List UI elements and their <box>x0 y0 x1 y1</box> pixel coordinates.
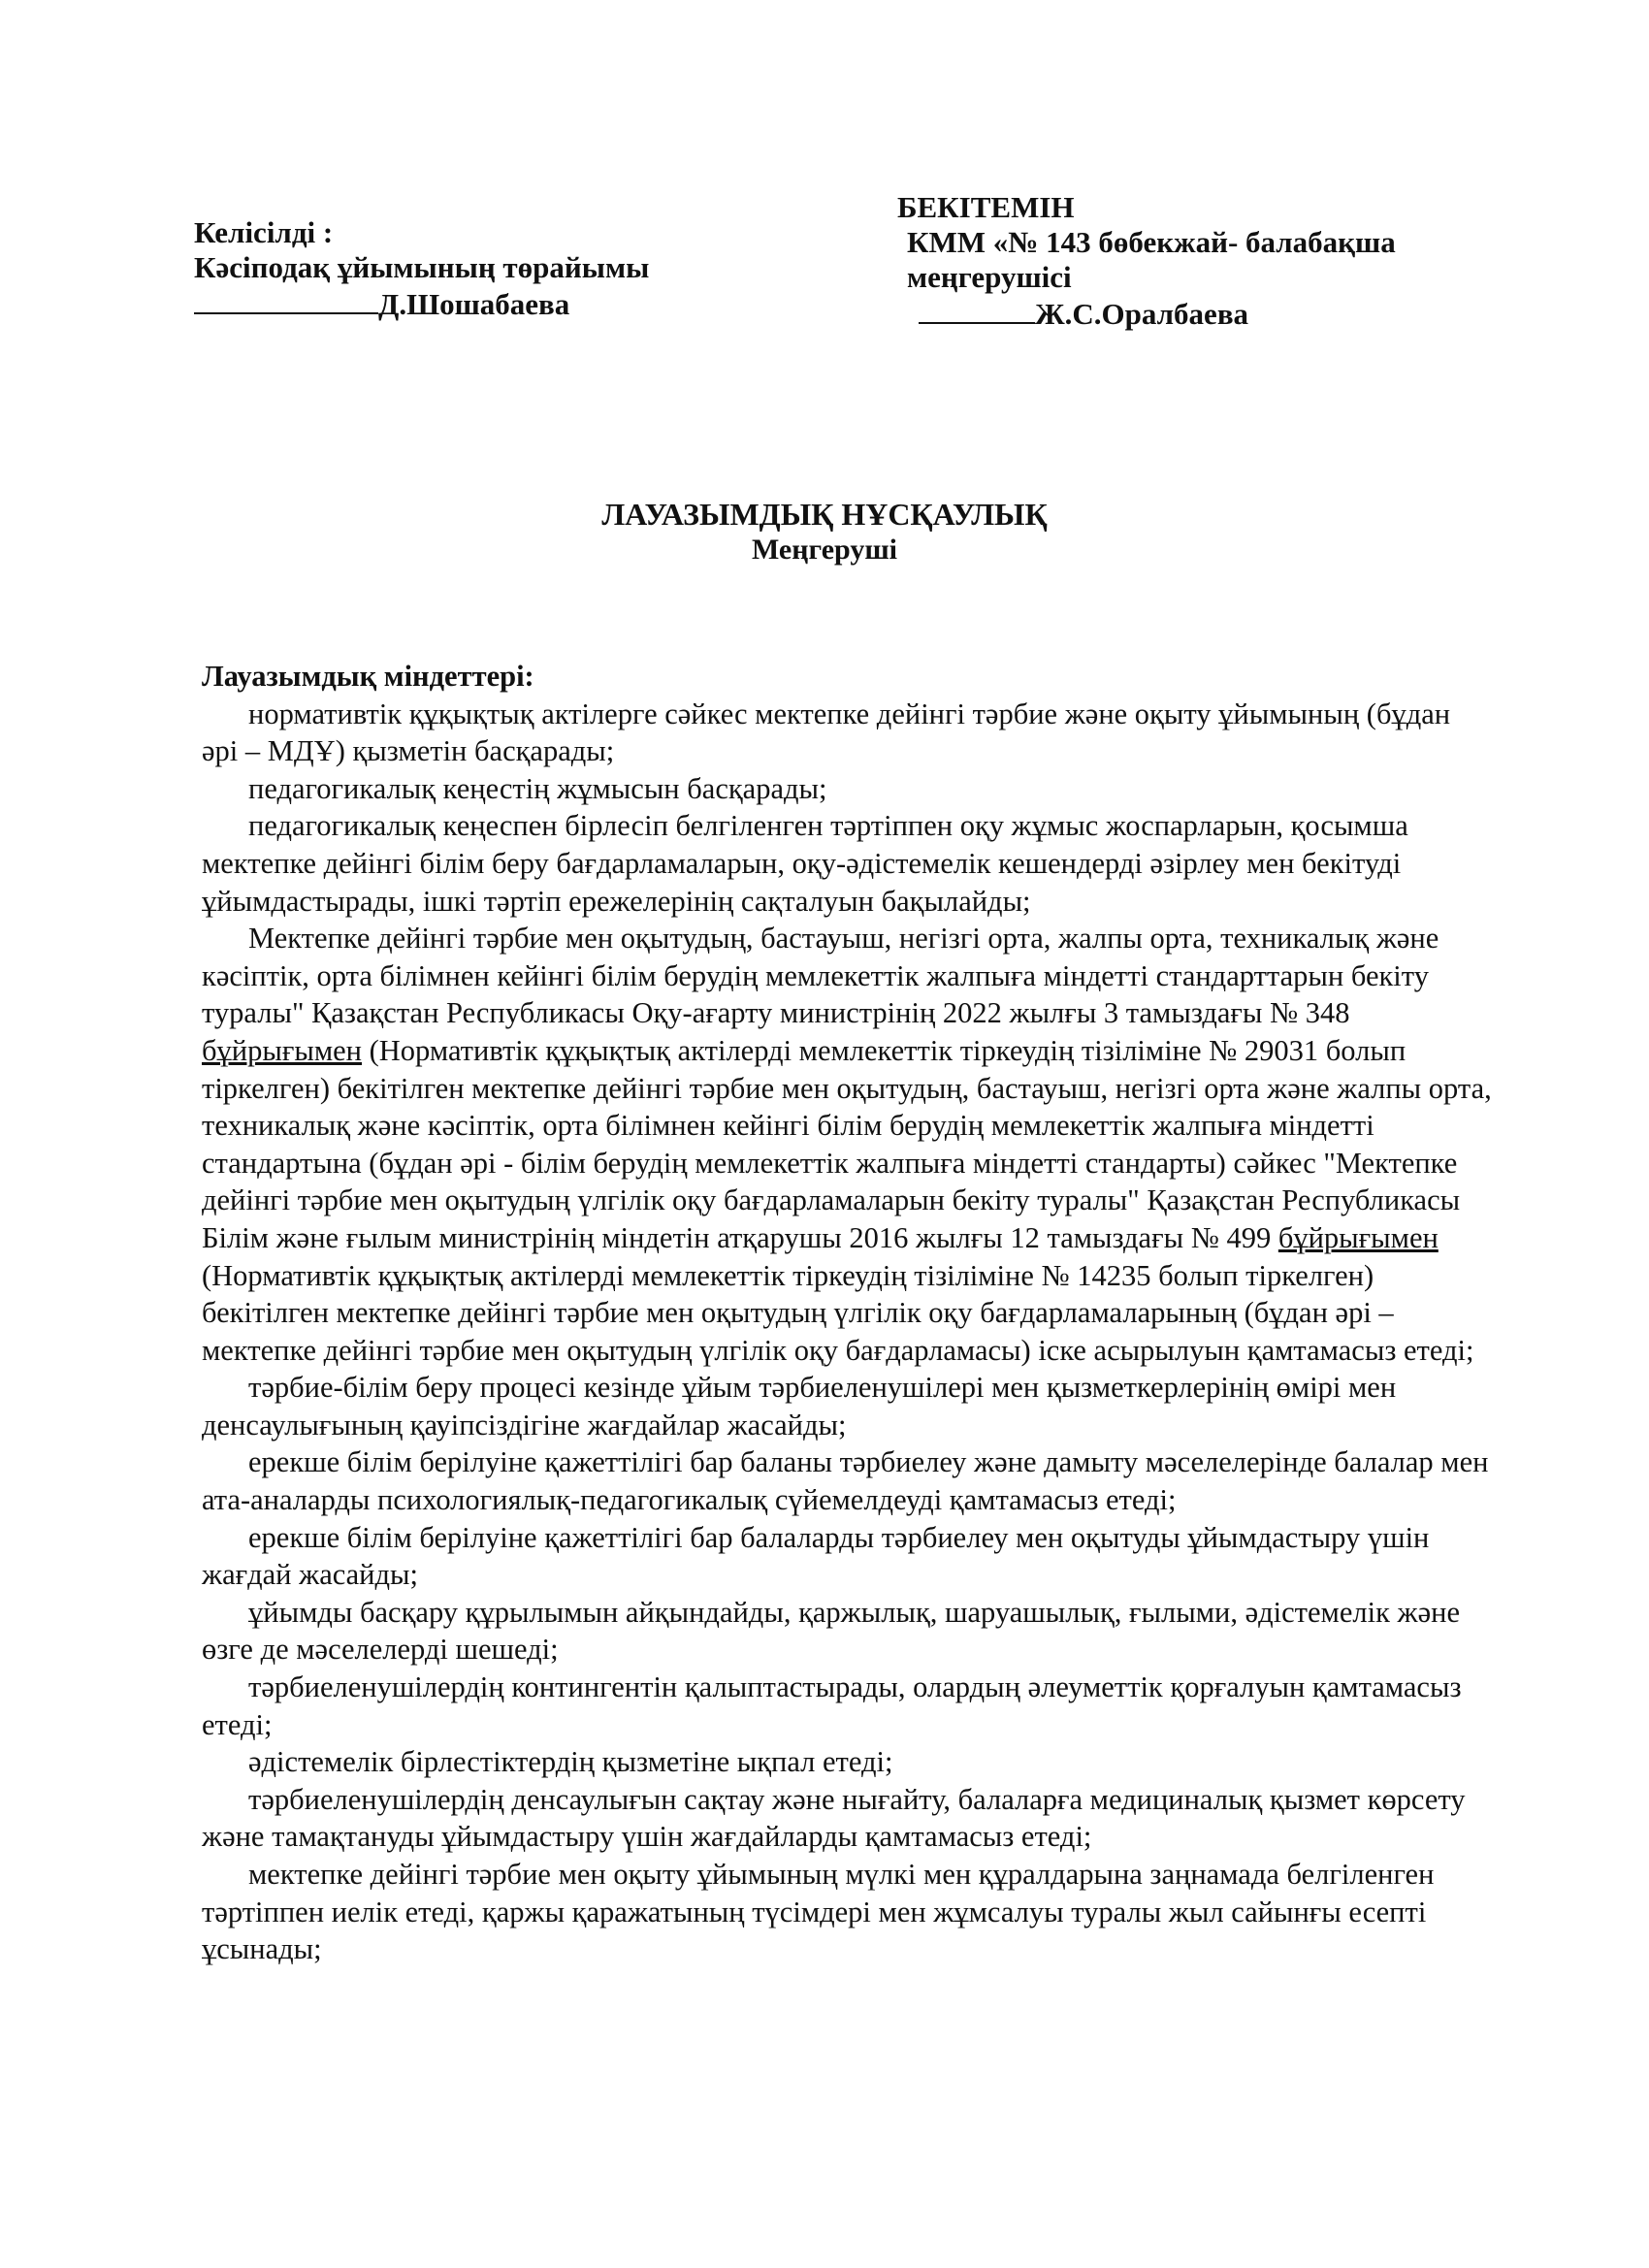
paragraph: мектепке дейінгі тәрбие мен оқыту ұйымының мүлкі мен құралдарына заңнамада белгіленген тәртіппен иелік етеді, қаржы қаражатының түсімдері мен жұмсалуы туралы жыл сайынғы есепті ұсынады; <box>202 1858 1435 1966</box>
order-link[interactable]: бұйрығымен <box>1277 1220 1439 1254</box>
document-subtitle: Меңгеруші <box>751 534 897 566</box>
agreed-position: Кәсіподақ ұйымының төрайымы <box>194 250 650 284</box>
paragraph-text: Мектепке дейінгі тәрбие мен оқытудың, бастауыш, негізгі орта, жалпы орта, техникалық және кәсіптік, орта білімнен кейінгі білім берудің мемлекеттік жалпыға міндетті стандарттарын бекіту туралы" Қазақстан Республикасы Оқу-ағарту министрінің 2022 жылғы 3 тамыздағы № 348 <box>202 922 1439 1030</box>
agreed-block <box>194 215 737 322</box>
paragraph: тәрбиеленушілердің денсаулығын сақтау және нығайту, балаларға медициналық қызмет көрсету және тамақтануды ұйымдастыру үшін жағдайларды қамтамасыз етеді; <box>202 1782 1466 1854</box>
signature-blank <box>194 285 378 314</box>
agreed-label: Келісілді : <box>194 215 334 249</box>
approve-signature-name: Ж.С.Оралбаева <box>1035 297 1249 331</box>
paragraph: ұйымды басқару құрылымын айқындайды, қаржылық, шаруашылық, ғылыми, әдістемелік және өзге де мәселелерді шешеді; <box>202 1595 1460 1667</box>
agreed-signature-name: Д.Шошабаева <box>378 287 570 321</box>
approve-block <box>897 190 1576 332</box>
document-body <box>202 658 1492 1968</box>
paragraph: әдістемелік бірлестіктердің қызметіне ықпал етеді; <box>248 1745 893 1779</box>
paragraph: педагогикалық кеңеспен бірлесіп белгіленген тәртіппен оқу жұмыс жоспарларын, қосымша мектепке дейінгі білім беру бағдарламаларын, оқу-әдістемелік кешендерді әзірлеу мен бекітуді ұйымдастырады, ішкі тәртіп ережелерінің сақталуын бақылайды; <box>202 809 1408 918</box>
paragraph-text: (Нормативтік құқықтық актілерді мемлекеттік тіркеудің тізіліміне № 29031 болып тіркелген) бекітілген мектепке дейінгі тәрбие мен оқытудың, бастауыш, негізгі орта және жалпы орта, техникалық және кәсіптік, орта білімнен кейінгі білім берудің мемлекеттік жалпыға міндетті стандартына (бұдан әрі - білім берудің мемлекеттік жалпыға міндетті стандарты) сәйкес "Мектепке дейінгі тәрбие мен оқытудың үлгілік оқу бағдарламаларын бекіту туралы" Қазақстан Республикасы Білім және ғылым министрінің міндетін атқарушы 2016 жылғы 12 тамыздағы № 499 <box>202 1033 1492 1254</box>
order-link[interactable]: бұйрығымен <box>202 1033 362 1067</box>
paragraph: педагогикалық кеңестің жұмысын басқарады; <box>248 771 827 805</box>
approve-org-line: КММ «№ 143 бөбекжай- балабақша <box>907 225 1396 259</box>
paragraph-standards <box>202 920 1492 1369</box>
document-title: ЛАУАЗЫМДЫҚ НҰСҚАУЛЫҚ <box>601 497 1048 532</box>
duties-heading: Лауазымдық міндеттері: <box>202 660 534 693</box>
paragraph: ерекше білім берілуіне қажеттілігі бар баланы тәрбиелеу және дамыту мәселелерінде балалар мен ата-аналарды психологиялық-педагогикалық сүйемелдеуді қамтамасыз етеді; <box>202 1445 1489 1517</box>
paragraph-text: (Нормативтік құқықтық актілерді мемлекеттік тіркеудің тізіліміне № 14235 болып тіркелген) бекітілген мектепке дейінгі тәрбие мен оқытудың үлгілік оқу бағдарламаларының (бұдан әрі – мектепке дейінгі тәрбие мен оқытудың үлгілік оқу бағдарламасы) іске асырылуын қамтамасыз етеді; <box>202 1258 1474 1367</box>
paragraph: ерекше білім берілуіне қажеттілігі бар балаларды тәрбиелеу мен оқытуды ұйымдастыру үшін жағдай жасайды; <box>202 1520 1430 1592</box>
paragraph: нормативтік құқықтық актілерге сәйкес мектепке дейінгі тәрбие және оқыту ұйымының (бұдан әрі – МДҰ) қызметін басқарады; <box>202 697 1451 768</box>
paragraph: тәрбиеленушілердің контингентін қалыптастырады, олардың әлеуметтік қорғалуын қамтамасыз етеді; <box>202 1670 1462 1741</box>
approve-position: меңгерушісі <box>907 260 1072 294</box>
agreed-signature-line <box>194 285 737 322</box>
signature-blank <box>919 295 1035 324</box>
approve-label: БЕКІТЕМІН <box>897 190 1075 224</box>
paragraph: тәрбие-білім беру процесі кезінде ұйым тәрбиеленушілері мен қызметкерлерінің өмірі мен денсаулығының қауіпсіздігіне жағдайлар жасайды; <box>202 1371 1397 1442</box>
approve-signature-line <box>897 295 1576 332</box>
